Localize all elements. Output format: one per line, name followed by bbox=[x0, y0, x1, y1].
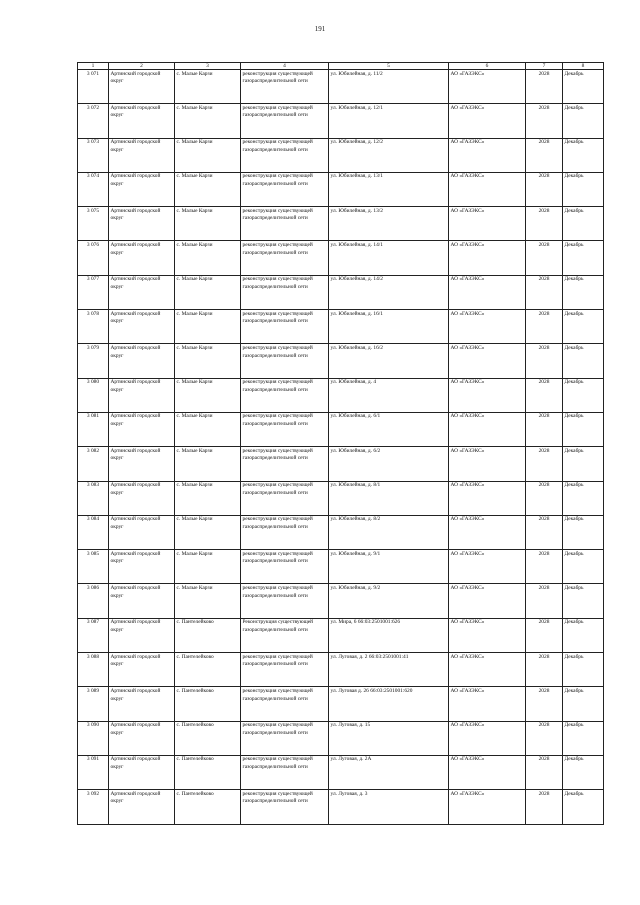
row-number-cell: 3 073 bbox=[78, 138, 109, 172]
table-row bbox=[78, 447, 604, 481]
row-number-cell: 3 080 bbox=[78, 378, 109, 412]
year-cell: 2028 bbox=[526, 138, 563, 172]
work-type-cell: реконструкция существующей газораспределительной сети bbox=[241, 653, 329, 687]
year-cell: 2028 bbox=[526, 584, 563, 618]
year-cell: 2028 bbox=[526, 172, 563, 206]
month-cell: Декабрь bbox=[563, 447, 604, 481]
address-cell: ул. Юбилейная, д. 14/1 bbox=[329, 241, 449, 275]
table-row bbox=[78, 172, 604, 206]
district-cell: Артинский городской округ bbox=[109, 378, 175, 412]
organization-cell: АО «ГАЗЭКС» bbox=[449, 138, 526, 172]
organization-cell: АО «ГАЗЭКС» bbox=[449, 70, 526, 104]
district-cell: Артинский городской округ bbox=[109, 481, 175, 515]
month-cell: Декабрь bbox=[563, 378, 604, 412]
year-cell: 2028 bbox=[526, 241, 563, 275]
organization-cell: АО «ГАЗЭКС» bbox=[449, 104, 526, 138]
row-number-cell: 3 077 bbox=[78, 275, 109, 309]
month-cell: Декабрь bbox=[563, 550, 604, 584]
row-number-cell: 3 078 bbox=[78, 310, 109, 344]
row-number-cell: 3 071 bbox=[78, 70, 109, 104]
address-cell: ул. Юбилейная, д. 12/1 bbox=[329, 104, 449, 138]
month-cell: Декабрь bbox=[563, 275, 604, 309]
month-cell: Декабрь bbox=[563, 241, 604, 275]
year-cell: 2028 bbox=[526, 207, 563, 241]
column-header: 7 bbox=[526, 63, 563, 70]
month-cell: Декабрь bbox=[563, 344, 604, 378]
settlement-cell: с. Малые Карзи bbox=[175, 70, 241, 104]
work-type-cell: реконструкция существующей газораспределительной сети bbox=[241, 207, 329, 241]
month-cell: Декабрь bbox=[563, 412, 604, 446]
month-cell: Декабрь bbox=[563, 207, 604, 241]
table-body bbox=[78, 70, 604, 825]
district-cell: Артинский городской округ bbox=[109, 687, 175, 721]
month-cell: Декабрь bbox=[563, 104, 604, 138]
column-header: 5 bbox=[329, 63, 449, 70]
work-type-cell: реконструкция существующей газораспределительной сети bbox=[241, 584, 329, 618]
row-number-cell: 3 082 bbox=[78, 447, 109, 481]
district-cell: Артинский городской округ bbox=[109, 207, 175, 241]
row-number-cell: 3 075 bbox=[78, 207, 109, 241]
month-cell: Декабрь bbox=[563, 481, 604, 515]
row-number-cell: 3 074 bbox=[78, 172, 109, 206]
organization-cell: АО «ГАЗЭКС» bbox=[449, 584, 526, 618]
column-header: 2 bbox=[109, 63, 175, 70]
address-cell: ул. Юбилейная, д. 9/2 bbox=[329, 584, 449, 618]
settlement-cell: с. Малые Карзи bbox=[175, 412, 241, 446]
column-header: 1 bbox=[78, 63, 109, 70]
address-cell: ул. Юбилейная, д. 13/2 bbox=[329, 207, 449, 241]
table-row bbox=[78, 344, 604, 378]
month-cell: Декабрь bbox=[563, 138, 604, 172]
organization-cell: АО «ГАЗЭКС» bbox=[449, 275, 526, 309]
table-header-row bbox=[78, 63, 604, 70]
work-type-cell: Реконструкция существующей газораспределительной сети bbox=[241, 618, 329, 652]
table-row bbox=[78, 653, 604, 687]
district-cell: Артинский городской округ bbox=[109, 584, 175, 618]
district-cell: Артинский городской округ bbox=[109, 138, 175, 172]
address-cell: ул. Юбилейная, д. 6/1 bbox=[329, 412, 449, 446]
table-row bbox=[78, 687, 604, 721]
address-cell: ул. Юбилейная, д. 12/2 bbox=[329, 138, 449, 172]
settlement-cell: с. Пантелейково bbox=[175, 790, 241, 824]
column-header: 4 bbox=[241, 63, 329, 70]
table-row bbox=[78, 275, 604, 309]
year-cell: 2028 bbox=[526, 310, 563, 344]
work-type-cell: реконструкция существующей газораспределительной сети bbox=[241, 104, 329, 138]
district-cell: Артинский городской округ bbox=[109, 653, 175, 687]
address-cell: ул. Юбилейная, д. 11/2 bbox=[329, 70, 449, 104]
address-cell: ул. Луговая, д. 15 bbox=[329, 721, 449, 755]
year-cell: 2028 bbox=[526, 653, 563, 687]
year-cell: 2028 bbox=[526, 104, 563, 138]
settlement-cell: с. Малые Карзи bbox=[175, 138, 241, 172]
year-cell: 2028 bbox=[526, 412, 563, 446]
address-cell: ул. Юбилейная, д. 14/2 bbox=[329, 275, 449, 309]
organization-cell: АО «ГАЗЭКС» bbox=[449, 721, 526, 755]
row-number-cell: 3 084 bbox=[78, 515, 109, 549]
district-cell: Артинский городской округ bbox=[109, 618, 175, 652]
settlement-cell: с. Малые Карзи bbox=[175, 207, 241, 241]
table-row bbox=[78, 721, 604, 755]
table-row bbox=[78, 241, 604, 275]
year-cell: 2028 bbox=[526, 618, 563, 652]
year-cell: 2028 bbox=[526, 70, 563, 104]
district-cell: Артинский городской округ bbox=[109, 104, 175, 138]
gas-network-table bbox=[77, 62, 604, 825]
month-cell: Декабрь bbox=[563, 172, 604, 206]
district-cell: Артинский городской округ bbox=[109, 721, 175, 755]
address-cell: ул. Юбилейная, д. 4 bbox=[329, 378, 449, 412]
table-row bbox=[78, 515, 604, 549]
row-number-cell: 3 088 bbox=[78, 653, 109, 687]
work-type-cell: реконструкция существующей газораспределительной сети bbox=[241, 344, 329, 378]
table-row bbox=[78, 584, 604, 618]
address-cell: ул. Юбилейная, д. 8/1 bbox=[329, 481, 449, 515]
address-cell: ул. Юбилейная, д. 16/2 bbox=[329, 344, 449, 378]
work-type-cell: реконструкция существующей газораспределительной сети bbox=[241, 515, 329, 549]
organization-cell: АО «ГАЗЭКС» bbox=[449, 344, 526, 378]
year-cell: 2028 bbox=[526, 275, 563, 309]
district-cell: Артинский городской округ bbox=[109, 550, 175, 584]
year-cell: 2028 bbox=[526, 378, 563, 412]
month-cell: Декабрь bbox=[563, 687, 604, 721]
column-header: 6 bbox=[449, 63, 526, 70]
district-cell: Артинский городской округ bbox=[109, 412, 175, 446]
work-type-cell: реконструкция существующей газораспределительной сети bbox=[241, 310, 329, 344]
work-type-cell: реконструкция существующей газораспределительной сети bbox=[241, 481, 329, 515]
settlement-cell: с. Пантелейково bbox=[175, 618, 241, 652]
work-type-cell: реконструкция существующей газораспределительной сети bbox=[241, 241, 329, 275]
year-cell: 2028 bbox=[526, 447, 563, 481]
settlement-cell: с. Малые Карзи bbox=[175, 481, 241, 515]
month-cell: Декабрь bbox=[563, 310, 604, 344]
address-cell: ул. Луговая, д. 3 bbox=[329, 790, 449, 824]
district-cell: Артинский городской округ bbox=[109, 515, 175, 549]
row-number-cell: 3 086 bbox=[78, 584, 109, 618]
year-cell: 2028 bbox=[526, 515, 563, 549]
work-type-cell: реконструкция существующей газораспределительной сети bbox=[241, 790, 329, 824]
row-number-cell: 3 089 bbox=[78, 687, 109, 721]
table-row bbox=[78, 481, 604, 515]
organization-cell: АО «ГАЗЭКС» bbox=[449, 618, 526, 652]
month-cell: Декабрь bbox=[563, 790, 604, 824]
settlement-cell: с. Малые Карзи bbox=[175, 104, 241, 138]
table-row bbox=[78, 138, 604, 172]
table-row bbox=[78, 70, 604, 104]
row-number-cell: 3 091 bbox=[78, 755, 109, 789]
organization-cell: АО «ГАЗЭКС» bbox=[449, 515, 526, 549]
table-row bbox=[78, 755, 604, 789]
month-cell: Декабрь bbox=[563, 515, 604, 549]
address-cell: ул. Юбилейная, д. 8/2 bbox=[329, 515, 449, 549]
address-cell: ул. Юбилейная, д. 16/1 bbox=[329, 310, 449, 344]
month-cell: Декабрь bbox=[563, 70, 604, 104]
month-cell: Декабрь bbox=[563, 653, 604, 687]
organization-cell: АО «ГАЗЭКС» bbox=[449, 241, 526, 275]
row-number-cell: 3 090 bbox=[78, 721, 109, 755]
district-cell: Артинский городской округ bbox=[109, 275, 175, 309]
settlement-cell: с. Малые Карзи bbox=[175, 584, 241, 618]
year-cell: 2028 bbox=[526, 481, 563, 515]
organization-cell: АО «ГАЗЭКС» bbox=[449, 447, 526, 481]
organization-cell: АО «ГАЗЭКС» bbox=[449, 378, 526, 412]
year-cell: 2028 bbox=[526, 755, 563, 789]
column-header: 8 bbox=[563, 63, 604, 70]
table-row bbox=[78, 104, 604, 138]
organization-cell: АО «ГАЗЭКС» bbox=[449, 790, 526, 824]
organization-cell: АО «ГАЗЭКС» bbox=[449, 687, 526, 721]
settlement-cell: с. Пантелейково bbox=[175, 687, 241, 721]
organization-cell: АО «ГАЗЭКС» bbox=[449, 481, 526, 515]
address-cell: ул. Луговая д. 26 66:03:2501001:620 bbox=[329, 687, 449, 721]
district-cell: Артинский городской округ bbox=[109, 447, 175, 481]
year-cell: 2028 bbox=[526, 790, 563, 824]
settlement-cell: с. Малые Карзи bbox=[175, 344, 241, 378]
address-cell: ул. Луговая, д. 2 66:03:2501001:41 bbox=[329, 653, 449, 687]
district-cell: Артинский городской округ bbox=[109, 790, 175, 824]
work-type-cell: реконструкция существующей газораспределительной сети bbox=[241, 412, 329, 446]
district-cell: Артинский городской округ bbox=[109, 344, 175, 378]
settlement-cell: с. Пантелейково bbox=[175, 755, 241, 789]
row-number-cell: 3 083 bbox=[78, 481, 109, 515]
address-cell: ул. Юбилейная, д. 6/2 bbox=[329, 447, 449, 481]
district-cell: Артинский городской округ bbox=[109, 755, 175, 789]
year-cell: 2028 bbox=[526, 721, 563, 755]
settlement-cell: с. Малые Карзи bbox=[175, 378, 241, 412]
organization-cell: АО «ГАЗЭКС» bbox=[449, 207, 526, 241]
settlement-cell: с. Малые Карзи bbox=[175, 172, 241, 206]
year-cell: 2028 bbox=[526, 550, 563, 584]
row-number-cell: 3 079 bbox=[78, 344, 109, 378]
month-cell: Декабрь bbox=[563, 755, 604, 789]
district-cell: Артинский городской округ bbox=[109, 310, 175, 344]
organization-cell: АО «ГАЗЭКС» bbox=[449, 550, 526, 584]
year-cell: 2028 bbox=[526, 344, 563, 378]
work-type-cell: реконструкция существующей газораспределительной сети bbox=[241, 378, 329, 412]
settlement-cell: с. Пантелейково bbox=[175, 653, 241, 687]
work-type-cell: реконструкция существующей газораспределительной сети bbox=[241, 721, 329, 755]
settlement-cell: с. Малые Карзи bbox=[175, 515, 241, 549]
row-number-cell: 3 081 bbox=[78, 412, 109, 446]
work-type-cell: реконструкция существующей газораспределительной сети bbox=[241, 755, 329, 789]
row-number-cell: 3 076 bbox=[78, 241, 109, 275]
row-number-cell: 3 085 bbox=[78, 550, 109, 584]
settlement-cell: с. Пантелейково bbox=[175, 721, 241, 755]
district-cell: Артинский городской округ bbox=[109, 172, 175, 206]
page-number: 191 bbox=[314, 25, 326, 33]
work-type-cell: реконструкция существующей газораспределительной сети bbox=[241, 70, 329, 104]
work-type-cell: реконструкция существующей газораспределительной сети bbox=[241, 447, 329, 481]
table-row bbox=[78, 550, 604, 584]
settlement-cell: с. Малые Карзи bbox=[175, 447, 241, 481]
settlement-cell: с. Малые Карзи bbox=[175, 310, 241, 344]
work-type-cell: реконструкция существующей газораспределительной сети bbox=[241, 138, 329, 172]
work-type-cell: реконструкция существующей газораспределительной сети bbox=[241, 275, 329, 309]
address-cell: ул. Юбилейная, д. 9/1 bbox=[329, 550, 449, 584]
year-cell: 2028 bbox=[526, 687, 563, 721]
row-number-cell: 3 087 bbox=[78, 618, 109, 652]
month-cell: Декабрь bbox=[563, 584, 604, 618]
month-cell: Декабрь bbox=[563, 721, 604, 755]
work-type-cell: реконструкция существующей газораспределительной сети bbox=[241, 172, 329, 206]
column-header: 3 bbox=[175, 63, 241, 70]
work-type-cell: реконструкция существующей газораспределительной сети bbox=[241, 550, 329, 584]
organization-cell: АО «ГАЗЭКС» bbox=[449, 310, 526, 344]
address-cell: ул. Мира, 6 66:03:2501001:626 bbox=[329, 618, 449, 652]
settlement-cell: с. Малые Карзи bbox=[175, 241, 241, 275]
table-row bbox=[78, 790, 604, 824]
table-row bbox=[78, 310, 604, 344]
month-cell: Декабрь bbox=[563, 618, 604, 652]
settlement-cell: с. Малые Карзи bbox=[175, 550, 241, 584]
table-row bbox=[78, 618, 604, 652]
settlement-cell: с. Малые Карзи bbox=[175, 275, 241, 309]
district-cell: Артинский городской округ bbox=[109, 70, 175, 104]
organization-cell: АО «ГАЗЭКС» bbox=[449, 172, 526, 206]
district-cell: Артинский городской округ bbox=[109, 241, 175, 275]
address-cell: ул. Юбилейная, д. 13/1 bbox=[329, 172, 449, 206]
table-row bbox=[78, 412, 604, 446]
work-type-cell: реконструкция существующей газораспределительной сети bbox=[241, 687, 329, 721]
table-row bbox=[78, 378, 604, 412]
organization-cell: АО «ГАЗЭКС» bbox=[449, 412, 526, 446]
organization-cell: АО «ГАЗЭКС» bbox=[449, 755, 526, 789]
row-number-cell: 3 072 bbox=[78, 104, 109, 138]
row-number-cell: 3 092 bbox=[78, 790, 109, 824]
organization-cell: АО «ГАЗЭКС» bbox=[449, 653, 526, 687]
address-cell: ул. Луговая, д. 2А bbox=[329, 755, 449, 789]
table-row bbox=[78, 207, 604, 241]
